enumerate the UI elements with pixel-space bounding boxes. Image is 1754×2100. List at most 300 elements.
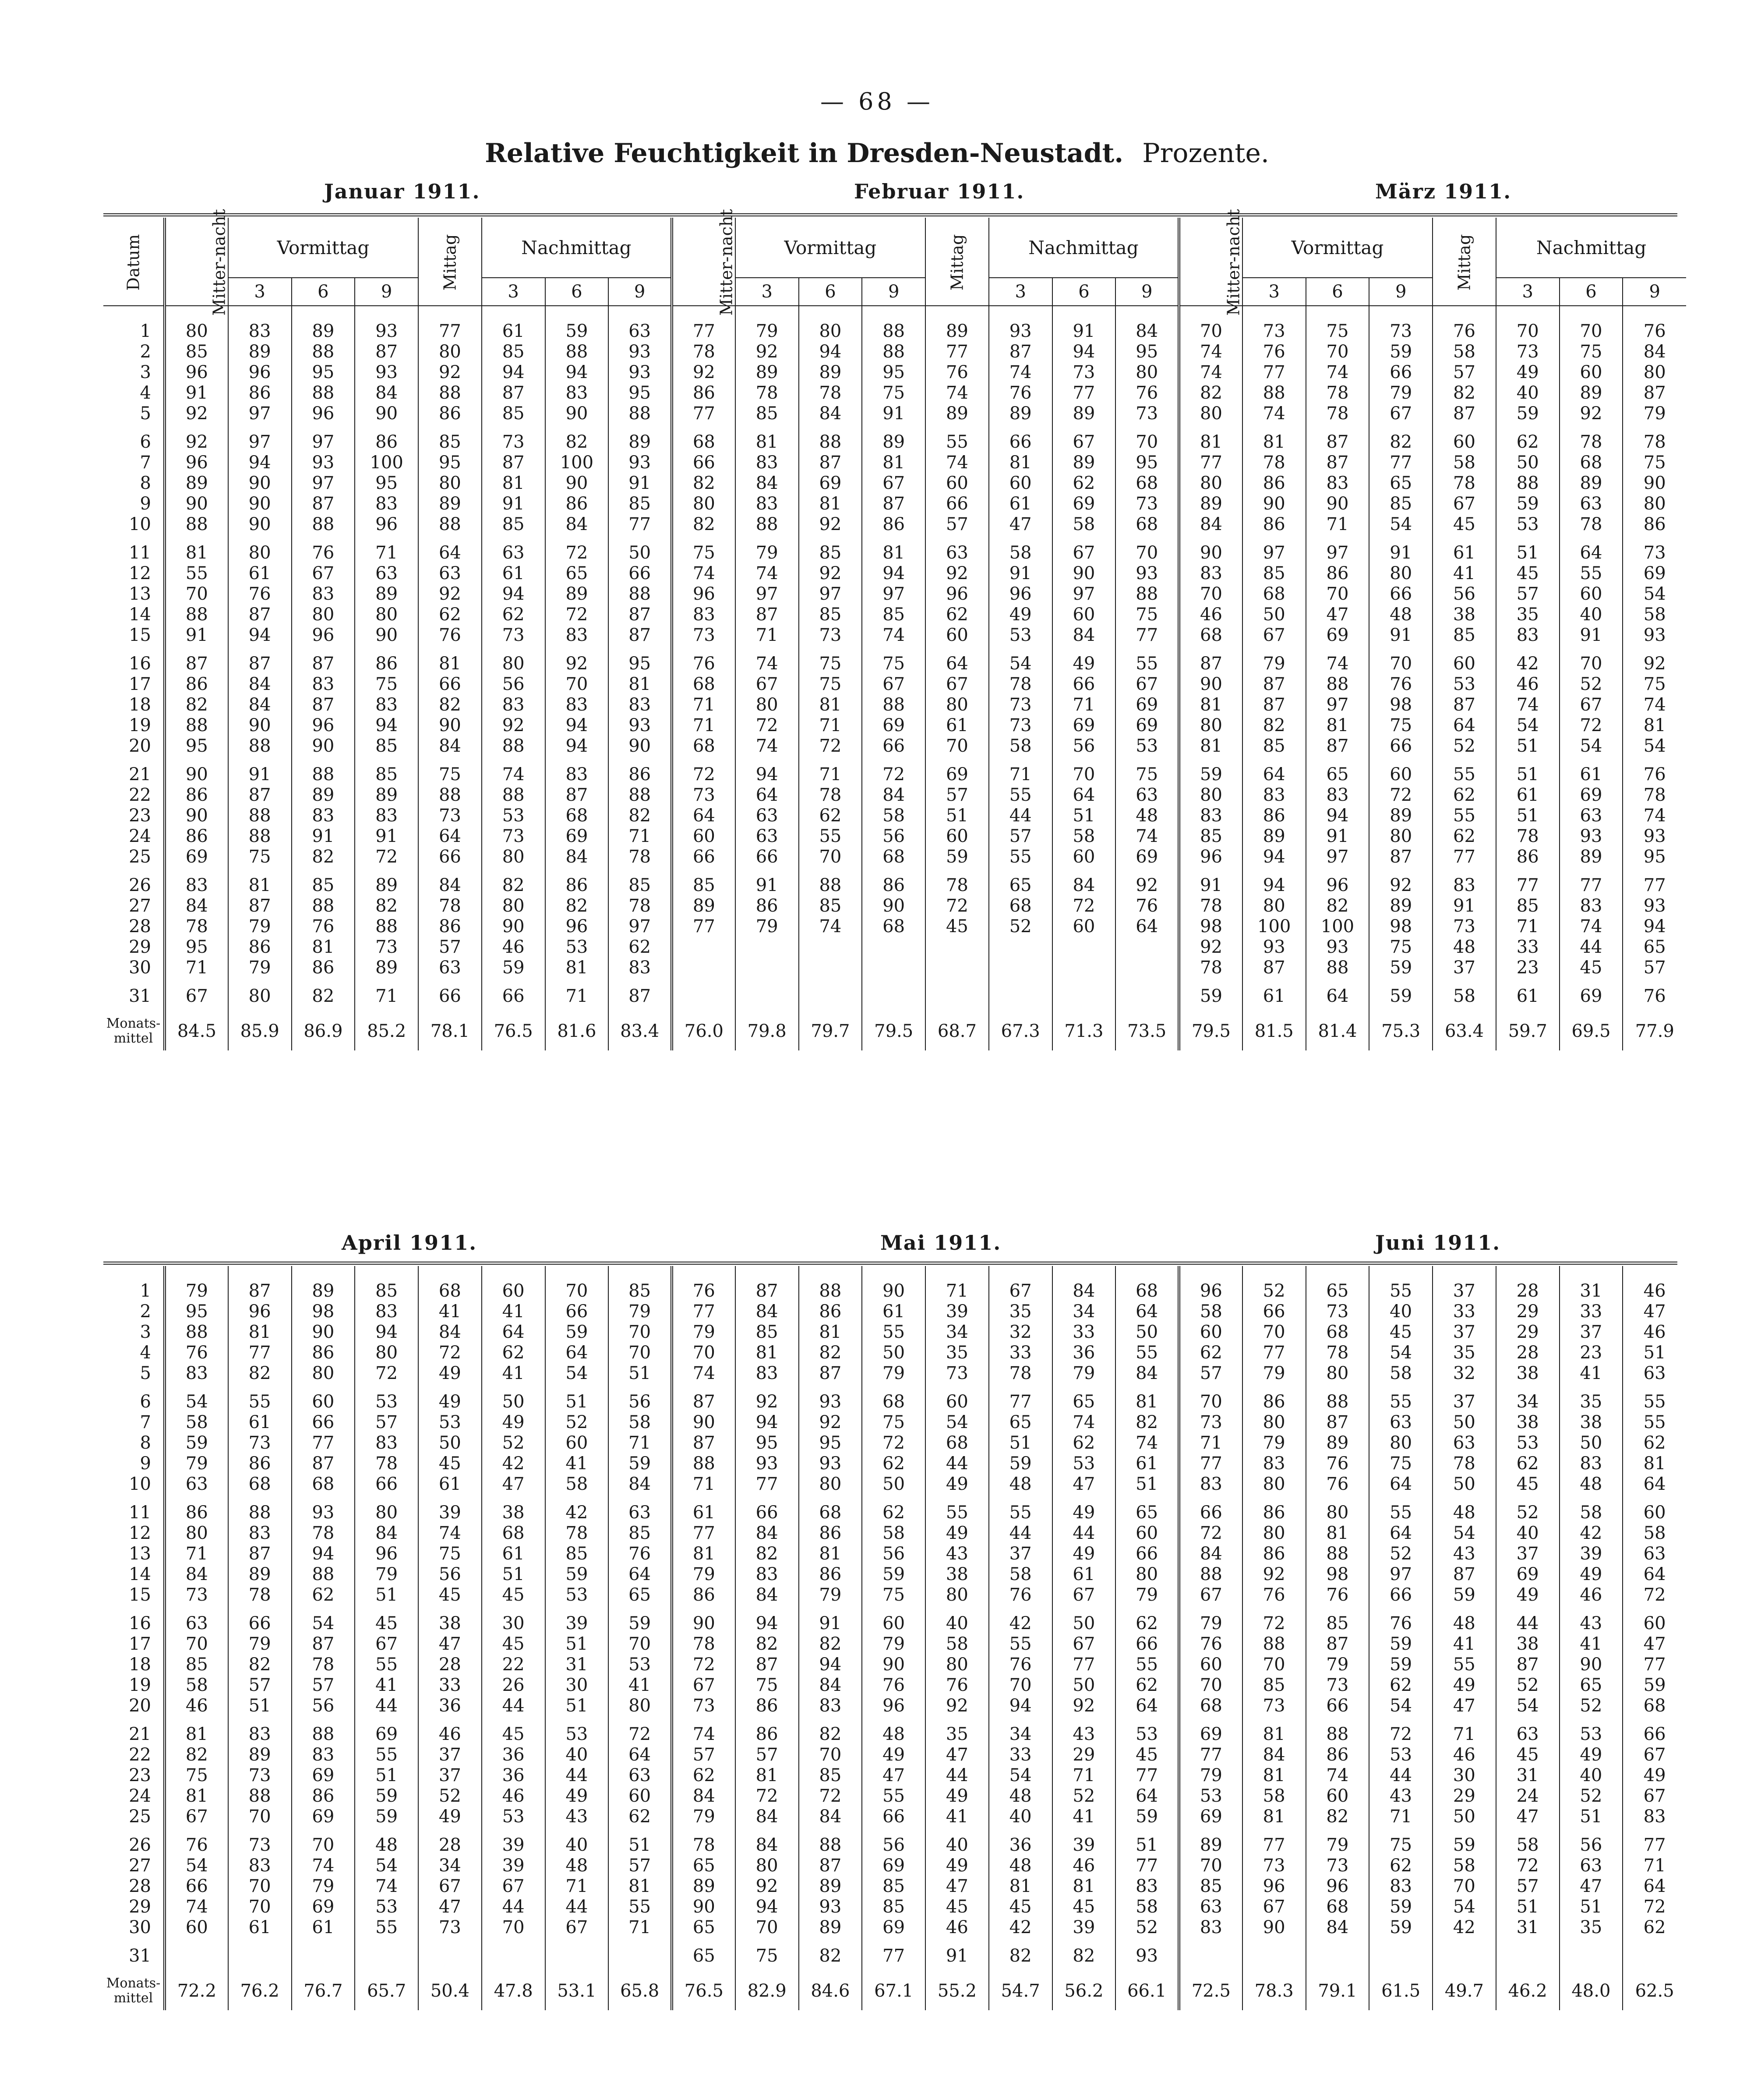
value-cell: 88: [882, 321, 905, 341]
value-cell: 94: [755, 1613, 778, 1633]
value-cell: 73: [1326, 1301, 1349, 1322]
value-cell: 82: [312, 847, 335, 867]
value-cell: 88: [1326, 1544, 1349, 1564]
value-cell: 64: [565, 1343, 588, 1363]
value-cell: 77: [1200, 1453, 1222, 1474]
value-cell: 79: [882, 1634, 905, 1654]
value-cell: 71: [185, 1544, 208, 1564]
value-cell: 51: [565, 1634, 588, 1654]
header-hour: 9: [1623, 278, 1686, 306]
value-cell: 89: [819, 362, 842, 382]
value-cell: 63: [1136, 785, 1158, 805]
date-cell: 16: [129, 654, 151, 674]
date-cell: 1: [140, 321, 151, 341]
value-cell: 77: [692, 321, 715, 341]
value-cell: 57: [312, 1675, 335, 1695]
value-cell: 59: [1200, 986, 1222, 1006]
value-cell: 66: [1009, 432, 1032, 452]
value-cell: 63: [1200, 1897, 1222, 1917]
value-cell: 73: [1263, 1696, 1285, 1716]
value-cell: 35: [946, 1724, 968, 1744]
value-cell: 78: [692, 1835, 715, 1855]
value-cell: 78: [1009, 1363, 1032, 1383]
value-cell: 91: [375, 826, 398, 846]
value-cell: 51: [565, 1696, 588, 1716]
value-cell: 29: [1073, 1745, 1095, 1765]
humidity-table-q2: [103, 1266, 1686, 2010]
value-cell: 92: [1073, 1696, 1095, 1716]
value-cell: 60: [1643, 1503, 1666, 1523]
value-cell: 40: [1580, 605, 1602, 625]
value-cell: 83: [248, 1523, 271, 1543]
value-cell: 81: [1200, 736, 1222, 756]
value-cell: 91: [502, 494, 525, 514]
value-cell: 88: [628, 584, 651, 604]
value-cell: 80: [185, 321, 208, 341]
value-cell: 41: [1580, 1363, 1602, 1383]
value-cell: 45: [1390, 1322, 1412, 1342]
value-cell: 84: [692, 1786, 715, 1806]
value-cell: 53: [502, 1807, 525, 1827]
value-cell: 92: [438, 584, 461, 604]
value-cell: 73: [1009, 695, 1032, 715]
value-cell: 82: [628, 806, 651, 826]
value-cell: 37: [1009, 1544, 1032, 1564]
value-cell: 59: [1516, 494, 1539, 514]
value-cell: 83: [248, 1856, 271, 1876]
value-cell: 80: [502, 847, 525, 867]
value-cell: 73: [819, 625, 842, 645]
value-cell: 83: [312, 674, 335, 694]
value-column: [292, 306, 355, 1012]
value-cell: 74: [755, 736, 778, 756]
value-cell: 90: [185, 494, 208, 514]
value-cell: 58: [1200, 1301, 1222, 1322]
value-cell: 47: [502, 1474, 525, 1494]
value-cell: 97: [1326, 847, 1349, 867]
value-cell: 60: [1200, 1322, 1222, 1342]
value-cell: 74: [312, 1856, 335, 1876]
value-cell: 94: [502, 584, 525, 604]
value-cell: 28: [438, 1655, 461, 1675]
value-cell: 58: [1073, 826, 1095, 846]
value-cell: 73: [248, 1433, 271, 1453]
value-cell: 74: [692, 1724, 715, 1744]
value-cell: 69: [1136, 695, 1158, 715]
header-hour: 9: [862, 278, 925, 306]
value-cell: 89: [1200, 1835, 1222, 1855]
value-cell: 53: [1453, 674, 1475, 694]
monthly-mean-cell: 79.7: [799, 1012, 862, 1050]
value-column: [292, 1266, 355, 1972]
value-cell: 92: [755, 342, 778, 362]
value-cell: 83: [1326, 473, 1349, 493]
value-cell: 65: [692, 1856, 715, 1876]
value-cell: 59: [628, 1453, 651, 1474]
value-cell: 88: [312, 1724, 335, 1744]
value-cell: 53: [1516, 514, 1539, 534]
value-cell: 83: [819, 1696, 842, 1716]
value-cell: 48: [1453, 937, 1475, 957]
value-cell: 86: [1263, 1392, 1285, 1412]
value-cell: 40: [565, 1745, 588, 1765]
value-cell: 87: [1453, 403, 1475, 424]
value-cell: 86: [1263, 1503, 1285, 1523]
value-column: [672, 306, 735, 1012]
unit-text: Prozente.: [1142, 138, 1269, 169]
value-column: [989, 306, 1052, 1012]
value-column: [735, 1266, 799, 1972]
value-cell: 61: [882, 1301, 905, 1322]
value-cell: 93: [1326, 937, 1349, 957]
value-cell: 58: [1390, 1363, 1412, 1383]
value-cell: 83: [628, 958, 651, 978]
value-cell: 48: [882, 1724, 905, 1744]
value-cell: 64: [502, 1322, 525, 1342]
value-cell: 63: [502, 543, 525, 563]
value-cell: 72: [565, 543, 588, 563]
value-cell: 80: [1643, 362, 1666, 382]
value-cell: 92: [502, 715, 525, 735]
value-cell: 67: [1073, 1585, 1095, 1605]
value-cell: 74: [755, 654, 778, 674]
value-cell: 94: [248, 453, 271, 473]
value-column: [1306, 1266, 1369, 1972]
value-cell: 75: [1643, 453, 1666, 473]
value-cell: 85: [185, 1655, 208, 1675]
value-cell: 80: [1263, 1474, 1285, 1494]
value-cell: 82: [185, 695, 208, 715]
monthly-mean-cell: 78.3: [1242, 1972, 1306, 2010]
value-cell: 87: [375, 342, 398, 362]
value-cell: 74: [946, 453, 968, 473]
value-cell: 83: [502, 695, 525, 715]
value-cell: 79: [1263, 1363, 1285, 1383]
value-cell: 73: [946, 1363, 968, 1383]
value-cell: 59: [375, 1807, 398, 1827]
value-cell: 60: [692, 826, 715, 846]
header-hour: 9: [608, 278, 672, 306]
value-cell: 93: [1643, 625, 1666, 645]
value-cell: 87: [819, 1363, 842, 1383]
value-cell: 81: [438, 654, 461, 674]
value-cell: 60: [1453, 654, 1475, 674]
value-cell: 74: [1136, 1433, 1158, 1453]
value-cell: 33: [1009, 1343, 1032, 1363]
value-cell: 73: [248, 1835, 271, 1855]
value-cell: 54: [312, 1613, 335, 1633]
value-cell: 57: [438, 937, 461, 957]
date-cell: 4: [140, 1343, 151, 1363]
value-cell: 85: [185, 342, 208, 362]
value-cell: 49: [438, 1807, 461, 1827]
value-cell: 76: [692, 1281, 715, 1301]
value-cell: 67: [1643, 1786, 1666, 1806]
header-noon: Mittag: [925, 218, 989, 306]
value-cell: 82: [248, 1655, 271, 1675]
value-cell: 100: [560, 453, 594, 473]
value-cell: 53: [1136, 1724, 1158, 1744]
date-cell: 11: [129, 1503, 151, 1523]
value-cell: 68: [1200, 1696, 1222, 1716]
value-cell: 83: [1580, 1453, 1602, 1474]
value-cell: 96: [185, 362, 208, 382]
value-cell: 93: [1009, 321, 1032, 341]
value-cell: 54: [1643, 736, 1666, 756]
value-cell: 73: [438, 1917, 461, 1937]
value-cell: 64: [1643, 1474, 1666, 1494]
value-cell: 88: [819, 1281, 842, 1301]
value-cell: 47: [438, 1634, 461, 1654]
value-cell: 59: [185, 1433, 208, 1453]
value-cell: 88: [755, 514, 778, 534]
value-cell: 93: [375, 321, 398, 341]
value-cell: 71: [1073, 1765, 1095, 1785]
value-cell: 89: [375, 785, 398, 805]
value-cell: 89: [565, 584, 588, 604]
monthly-mean-cell: 56.2: [1052, 1972, 1116, 2010]
value-cell: 86: [628, 764, 651, 785]
value-cell: 80: [1200, 473, 1222, 493]
monthly-mean-cell: 79.5: [1179, 1012, 1242, 1050]
value-cell: 93: [819, 1897, 842, 1917]
page-title: [0, 138, 1754, 169]
value-cell: 85: [819, 896, 842, 916]
value-cell: 62: [882, 1453, 905, 1474]
value-cell: 76: [1009, 1585, 1032, 1605]
value-cell: 40: [565, 1835, 588, 1855]
value-cell: 92: [438, 362, 461, 382]
value-cell: 71: [185, 958, 208, 978]
value-cell: 90: [565, 473, 588, 493]
value-cell: 64: [1136, 916, 1158, 937]
value-cell: 82: [692, 514, 715, 534]
value-cell: 90: [1073, 563, 1095, 583]
value-cell: 90: [312, 736, 335, 756]
value-cell: 80: [438, 342, 461, 362]
value-cell: 62: [502, 605, 525, 625]
value-cell: 49: [946, 1474, 968, 1494]
value-cell: 82: [438, 695, 461, 715]
value-cell: 85: [1200, 1876, 1222, 1896]
value-cell: 85: [628, 1281, 651, 1301]
value-cell: 41: [946, 1807, 968, 1827]
value-cell: 48: [1009, 1786, 1032, 1806]
value-cell: 59: [502, 958, 525, 978]
date-cell: 12: [129, 1523, 151, 1543]
value-cell: 72: [1263, 1613, 1285, 1633]
value-cell: 96: [1263, 1876, 1285, 1896]
value-cell: 78: [438, 896, 461, 916]
header-hour: 3: [1496, 278, 1560, 306]
value-cell: 87: [882, 494, 905, 514]
value-cell: 95: [185, 736, 208, 756]
monthly-mean-cell: 85.2: [355, 1012, 418, 1050]
value-cell: 64: [692, 806, 715, 826]
value-cell: 84: [438, 736, 461, 756]
value-cell: 88: [1200, 1564, 1222, 1584]
value-cell: 80: [755, 1856, 778, 1876]
value-cell: 87: [312, 1634, 335, 1654]
value-cell: 92: [1200, 937, 1222, 957]
value-cell: 50: [502, 1392, 525, 1412]
value-cell: 65: [1580, 1675, 1602, 1695]
value-cell: 82: [502, 875, 525, 895]
value-cell: 49: [438, 1392, 461, 1412]
value-cell: 78: [1326, 403, 1349, 424]
value-cell: 88: [1263, 1634, 1285, 1654]
value-cell: 34: [1009, 1724, 1032, 1744]
value-cell: 48: [1453, 1613, 1475, 1633]
value-cell: 76: [185, 1835, 208, 1855]
value-cell: 61: [502, 321, 525, 341]
value-cell: 84: [1073, 625, 1095, 645]
value-cell: 51: [1136, 1474, 1158, 1494]
value-cell: 51: [1009, 1433, 1032, 1453]
value-cell: 86: [819, 1564, 842, 1584]
header-hour: 6: [292, 278, 355, 306]
value-cell: 87: [502, 453, 525, 473]
monthly-mean-cell: 66.1: [1115, 1972, 1179, 2010]
value-cell: 92: [185, 432, 208, 452]
value-cell: 89: [755, 362, 778, 382]
value-cell: 44: [1516, 1613, 1539, 1633]
value-cell: 43: [1390, 1786, 1412, 1806]
date-cell: 21: [129, 1724, 151, 1744]
value-cell: 78: [1453, 473, 1475, 493]
header-hour: 3: [735, 278, 799, 306]
value-cell: 77: [1263, 1343, 1285, 1363]
value-cell: 78: [946, 875, 968, 895]
value-cell: 44: [946, 1765, 968, 1785]
value-cell: 55: [185, 563, 208, 583]
value-cell: 53: [502, 806, 525, 826]
value-cell: 72: [882, 764, 905, 785]
value-cell: 56: [1073, 736, 1095, 756]
value-cell: 45: [502, 1634, 525, 1654]
value-column: [355, 306, 418, 1012]
value-cell: 82: [565, 896, 588, 916]
value-cell: 74: [755, 563, 778, 583]
value-cell: 74: [882, 625, 905, 645]
value-cell: 84: [565, 514, 588, 534]
value-cell: 87: [1263, 695, 1285, 715]
value-cell: 48: [1136, 806, 1158, 826]
value-cell: 93: [819, 1392, 842, 1412]
value-cell: 93: [628, 342, 651, 362]
value-cell: 79: [1643, 403, 1666, 424]
value-cell: 81: [1643, 715, 1666, 735]
value-cell: 65: [1326, 1281, 1349, 1301]
value-cell: 92: [1580, 403, 1602, 424]
value-cell: 83: [185, 1363, 208, 1383]
value-cell: 50: [1263, 605, 1285, 625]
value-cell: 91: [1073, 321, 1095, 341]
value-cell: 51: [1580, 1897, 1602, 1917]
value-cell: 66: [1390, 1585, 1412, 1605]
value-cell: 85: [502, 514, 525, 534]
value-cell: 81: [248, 1322, 271, 1342]
value-cell: 80: [628, 1696, 651, 1716]
value-cell: 70: [1580, 321, 1602, 341]
value-cell: 86: [185, 785, 208, 805]
value-cell: 78: [692, 342, 715, 362]
value-cell: 49: [1453, 1675, 1475, 1695]
value-cell: 40: [1009, 1807, 1032, 1827]
value-cell: 77: [1453, 847, 1475, 867]
value-cell: 94: [1263, 847, 1285, 867]
value-cell: 77: [692, 1523, 715, 1543]
monthly-mean-cell: 53.1: [545, 1972, 609, 2010]
date-cell: 8: [140, 473, 151, 493]
value-cell: 80: [1263, 1523, 1285, 1543]
value-cell: 87: [755, 1281, 778, 1301]
value-cell: 35: [1009, 1301, 1032, 1322]
value-cell: 93: [755, 1453, 778, 1474]
value-cell: 55: [1390, 1503, 1412, 1523]
value-cell: 69: [1200, 1724, 1222, 1744]
value-cell: 66: [1390, 736, 1412, 756]
value-cell: 47: [1326, 605, 1349, 625]
value-cell: 93: [312, 453, 335, 473]
value-cell: 86: [185, 1503, 208, 1523]
value-cell: 75: [185, 1765, 208, 1785]
value-cell: 91: [882, 403, 905, 424]
value-cell: 43: [1580, 1613, 1602, 1633]
value-cell: 67: [438, 1876, 461, 1896]
value-cell: 93: [1263, 937, 1285, 957]
value-cell: 62: [1453, 785, 1475, 805]
value-cell: 76: [1643, 321, 1666, 341]
value-cell: 68: [882, 916, 905, 937]
value-cell: 71: [628, 826, 651, 846]
value-cell: 72: [628, 1724, 651, 1744]
value-cell: 70: [1073, 764, 1095, 785]
value-cell: 60: [1390, 764, 1412, 785]
value-cell: 86: [312, 958, 335, 978]
value-cell: 90: [692, 1897, 715, 1917]
value-cell: 73: [1200, 1412, 1222, 1432]
value-cell: 73: [502, 625, 525, 645]
value-cell: 91: [1326, 826, 1349, 846]
value-cell: 67: [375, 1634, 398, 1654]
value-cell: 68: [1136, 473, 1158, 493]
value-cell: 38: [1516, 1634, 1539, 1654]
value-cell: 72: [819, 736, 842, 756]
value-cell: 66: [1136, 1544, 1158, 1564]
value-cell: 30: [1453, 1765, 1475, 1785]
value-cell: 36: [1073, 1343, 1095, 1363]
value-cell: 90: [692, 1613, 715, 1633]
value-cell: 94: [1643, 916, 1666, 937]
value-cell: 64: [1390, 1523, 1412, 1543]
value-cell: 87: [502, 383, 525, 403]
value-cell: 67: [882, 473, 905, 493]
value-cell: 85: [692, 875, 715, 895]
value-cell: 83: [248, 1724, 271, 1744]
value-cell: 79: [375, 1564, 398, 1584]
value-cell: 37: [1453, 958, 1475, 978]
value-cell: 62: [692, 1765, 715, 1785]
value-cell: 72: [755, 715, 778, 735]
value-cell: 79: [1136, 1585, 1158, 1605]
value-cell: 51: [1516, 1897, 1539, 1917]
date-cell: 7: [140, 453, 151, 473]
value-cell: 68: [946, 1433, 968, 1453]
value-cell: 76: [946, 362, 968, 382]
value-cell: 75: [1390, 937, 1412, 957]
value-cell: 84: [565, 847, 588, 867]
